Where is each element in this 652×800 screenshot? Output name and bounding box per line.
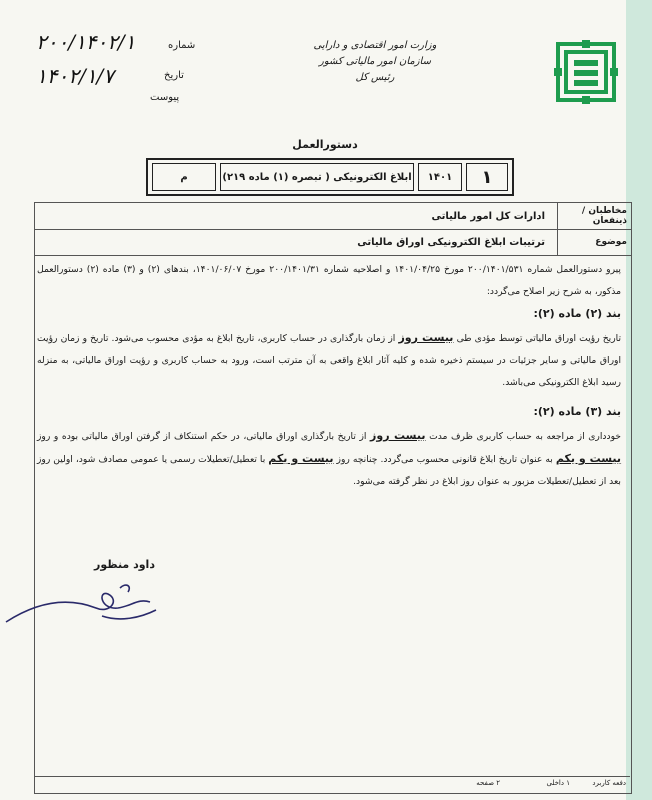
signature-image [0,570,200,630]
topic-value: ترتیبات ابلاغ الکترونیکی اوراق مالیاتی [357,236,545,248]
footer-right: دفعه کاربرد [592,779,626,787]
clause2-text-a: تاریخ رؤیت اوراق مالیاتی توسط مؤدی طی [456,333,622,344]
document-title: دستورالعمل [292,138,358,151]
document-table [34,202,632,794]
footer-mid: ۱ داخلی [546,779,570,787]
clause2-bold: بیست روز [398,331,454,344]
clause3-bold1: بیست روز [370,429,426,442]
date-value: ۱۴۰۲/۱/۷ [36,64,114,88]
subject-title-cell: ابلاغ الکترونیکی ( تبصره (۱) ماده ۲۱۹) [220,163,414,191]
clause3-text-b: از تاریخ بارگذاری اوراق مالیاتی، در حکم استنکاف از گرفتن اوراق مالیاتی بوده و روز [37,431,367,442]
count-cell: ۱ [466,163,508,191]
code-cell: م [152,163,216,191]
organization-logo-icon [554,40,618,104]
recipients-label: مخاطبان / ذینفعان [557,203,631,229]
title-box [146,158,514,196]
date-label: تاریخ [164,70,184,81]
clause3-bold2: بیست و یکم [555,452,622,465]
clause3-text-d: با تعطیل/تعطیلات رسمی یا عمومی مصادف شود، اولین روز بعد از تعطیل/تعطیلات مزبور به عنوان روز ابلاغ در نظر گرفته می‌شود. [37,454,621,487]
clause3-text-c: به عنوان تاریخ ابلاغ قانونی محسوب می‌گردد. چنانچه روز [336,454,553,465]
attachment-label: پیوست [150,92,180,103]
year-cell: ۱۴۰۱ [418,163,462,191]
ministry-name: وزارت امور اقتصادی و دارایی [313,40,437,51]
organization-name: سازمان امور مالیاتی کشور [319,56,431,67]
clause2-paragraph [37,327,621,394]
clause2-title: بند (۲) ماده (۲): [533,307,621,320]
footer-left: ۲ صفحه [476,779,500,787]
clause3-text-a: خودداری از مراجعه به حساب کاربری ظرف مدت [429,431,621,442]
topic-label: موضوع [557,229,631,255]
intro-paragraph: پیرو دستورالعمل شماره ۲۰۰/۱۴۰۱/۵۳۱ مورخ ۱۴۰۱/۰۴/۲۵ و اصلاحیه شماره ۲۰۰/۱۴۰۱/۳۱ مورخ ۱۴۰۱/۰۶/۰۷، بندهای (۲) و (۳) ماده (۲) دستورالعمل مذکور، به شرح زیر اصلاح می‌گردد: [37,264,621,297]
clause2-text-b: از زمان بارگذاری در حساب کاربری، تاریخ ابلاغ به مؤدی محسوب می‌شود. تاریخ و زمان رؤیت اوراق مالیاتی و سایر جزئیات در سیستم ذخیره شده و کلیه آثار ابلاغ واقعی به آن مترتب است، ورود به حساب کاربری و رؤیت اوراق مالیاتی، به منزله رسید ابلاغ الکترونیکی می‌باشد. [37,333,621,388]
signatory-name: داود منظور [94,558,155,571]
topic-row [35,229,631,256]
clause3-title: بند (۳) ماده (۲): [533,405,621,418]
letterhead [300,38,450,86]
number-value: ۲۰۰/۱۴۰۲/۱ [36,30,136,54]
clause3-bold3: بیست و یکم [268,452,334,465]
clause3-paragraph [37,425,621,493]
recipients-value: ادارات کل امور مالیاتی [431,210,545,222]
recipients-row [35,203,631,230]
head-title: رئیس کل [355,72,395,83]
footer [34,776,630,793]
number-label: شماره [168,40,196,51]
